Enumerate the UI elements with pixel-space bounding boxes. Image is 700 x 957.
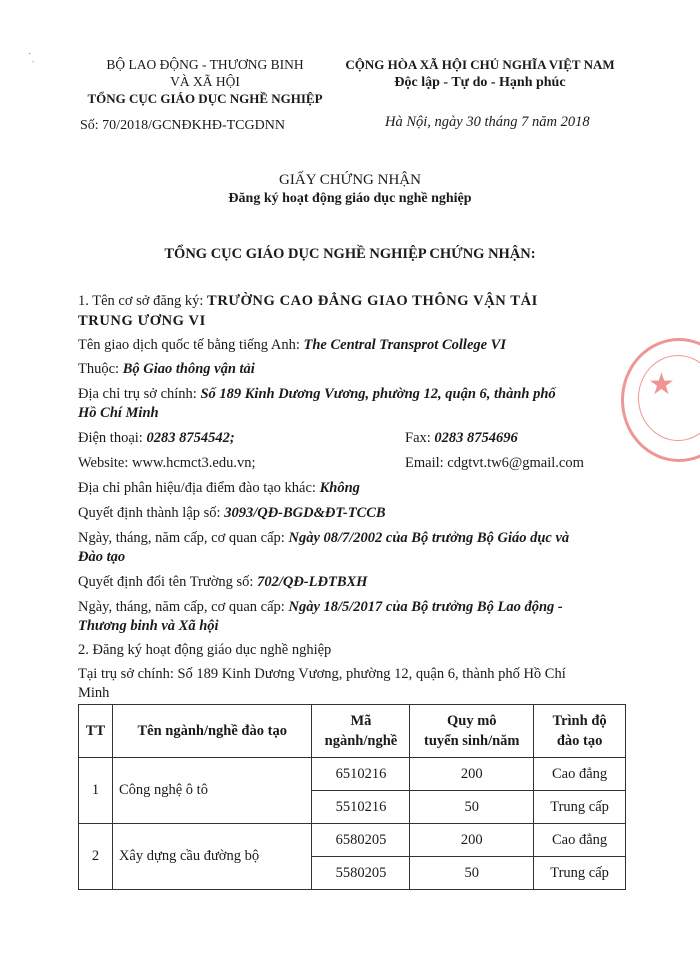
row-code: 6510216 bbox=[312, 758, 410, 791]
date1-value-1: Ngày 08/7/2002 của Bộ trưởng Bộ Giáo dục và bbox=[288, 530, 570, 546]
row-tt: 2 bbox=[79, 824, 113, 890]
establish-value: 3093/QĐ-BGD&ĐT-TCCB bbox=[224, 505, 386, 521]
header-scale bbox=[410, 705, 534, 758]
date1-line bbox=[78, 529, 638, 547]
header-code-line-2: ngành/nghề bbox=[324, 733, 398, 749]
header-right bbox=[330, 56, 630, 91]
header-left bbox=[60, 56, 350, 107]
email-line bbox=[405, 454, 584, 472]
row-level: Cao đẳng bbox=[534, 824, 626, 857]
english-name-value: The Central Transprot College VI bbox=[303, 337, 506, 353]
row-level: Trung cấp bbox=[534, 857, 626, 890]
date2-line bbox=[78, 598, 638, 616]
branch-line bbox=[78, 479, 638, 497]
table-row bbox=[79, 824, 626, 857]
hq-address-value-2: Hồ Chí Minh bbox=[78, 405, 159, 421]
phone-value: 0283 8754542; bbox=[146, 430, 235, 446]
document-number: Số: 70/2018/GCNĐKHĐ-TCGDNN bbox=[80, 118, 285, 133]
location-line-1: Tại trụ sở chính: Số 189 Kinh Dương Vương, phường 12, quận 6, thành phố Hồ Chí bbox=[78, 666, 566, 682]
english-name-label: Tên giao dịch quốc tế bằng tiếng Anh: bbox=[78, 337, 300, 353]
motto: Độc lập - Tự do - Hạnh phúc bbox=[394, 75, 566, 90]
row-level: Trung cấp bbox=[534, 791, 626, 824]
website-value: www.hcmct3.edu.vn; bbox=[132, 455, 256, 471]
row-scale: 200 bbox=[410, 824, 534, 857]
row-code: 5510216 bbox=[312, 791, 410, 824]
hq-address-label: Địa chỉ trụ sở chính: bbox=[78, 386, 197, 402]
rename-label: Quyết định đổi tên Trường số: bbox=[78, 574, 254, 590]
org-name-label: 1. Tên cơ sở đăng ký: bbox=[78, 293, 204, 309]
org-name-value-2: TRUNG ƯƠNG VI bbox=[78, 313, 206, 329]
header-tt: TT bbox=[79, 705, 113, 758]
rename-value: 702/QĐ-LĐTBXH bbox=[257, 574, 368, 590]
location-line-2: Minh bbox=[78, 685, 110, 701]
header-level-line-1: Trình độ bbox=[552, 713, 607, 729]
place-date: Hà Nội, ngày 30 tháng 7 năm 2018 bbox=[385, 114, 590, 130]
ministry-line-2: VÀ XÃ HỘI bbox=[170, 74, 240, 89]
email-label: Email: bbox=[405, 455, 444, 471]
english-name-line bbox=[78, 336, 638, 354]
establish-label: Quyết định thành lập số: bbox=[78, 505, 221, 521]
header-level bbox=[534, 705, 626, 758]
date2-label: Ngày, tháng, năm cấp, cơ quan cấp: bbox=[78, 599, 285, 615]
org-name-line bbox=[78, 292, 638, 310]
rename-line bbox=[78, 573, 638, 591]
phone-line bbox=[78, 429, 638, 447]
header-level-line-2: đào tạo bbox=[556, 733, 603, 749]
row-scale: 50 bbox=[410, 791, 534, 824]
website-label: Website: bbox=[78, 455, 129, 471]
header-code-line-1: Mã bbox=[350, 713, 372, 729]
row-name: Công nghệ ô tô bbox=[112, 758, 312, 824]
ministry-line-1: BỘ LAO ĐỘNG - THƯƠNG BINH bbox=[106, 57, 304, 72]
belongs-line bbox=[78, 360, 638, 378]
row-tt: 1 bbox=[79, 758, 113, 824]
hq-address-value-1: Số 189 Kinh Dương Vương, phường 12, quận 6, thành phố bbox=[200, 386, 556, 402]
fax-label: Fax: bbox=[405, 430, 431, 446]
row-level: Cao đẳng bbox=[534, 758, 626, 791]
belongs-value: Bộ Giao thông vận tải bbox=[122, 361, 255, 377]
date1-value-2: Đào tạo bbox=[78, 549, 126, 565]
fax-value: 0283 8754696 bbox=[434, 430, 518, 446]
date1-label: Ngày, tháng, năm cấp, cơ quan cấp: bbox=[78, 530, 285, 546]
country-name: CỘNG HÒA XÃ HỘI CHỦ NGHĨA VIỆT NAM bbox=[345, 57, 615, 72]
row-scale: 200 bbox=[410, 758, 534, 791]
phone-label: Điện thoại: bbox=[78, 430, 143, 446]
document-subtitle: Đăng ký hoạt động giáo dục nghề nghiệp bbox=[228, 191, 472, 206]
seal-star-icon: ★ bbox=[648, 368, 675, 401]
document-title: GIẤY CHỨNG NHẬN bbox=[279, 172, 421, 188]
header-scale-line-2: tuyển sinh/năm bbox=[424, 733, 520, 749]
row-code: 5580205 bbox=[312, 857, 410, 890]
branch-value: Không bbox=[319, 480, 360, 496]
table-header-row bbox=[79, 705, 626, 758]
header-code bbox=[312, 705, 410, 758]
section-2-heading: 2. Đăng ký hoạt động giáo dục nghề nghiệp bbox=[78, 642, 332, 658]
date2-value-1: Ngày 18/5/2017 của Bộ trưởng Bộ Lao động - bbox=[288, 599, 563, 615]
certify-heading: TỔNG CỤC GIÁO DỤC NGHỀ NGHIỆP CHỨNG NHẬN: bbox=[164, 246, 536, 262]
branch-label: Địa chỉ phân hiệu/địa điểm đào tạo khác: bbox=[78, 480, 316, 496]
date2-value-2: Thương binh và Xã hội bbox=[78, 618, 219, 634]
header-scale-line-1: Quy mô bbox=[447, 713, 497, 729]
agency-name: TỔNG CỤC GIÁO DỤC NGHỀ NGHIỆP bbox=[87, 91, 323, 106]
row-code: 6580205 bbox=[312, 824, 410, 857]
table-row bbox=[79, 758, 626, 791]
hq-address-line bbox=[78, 385, 638, 403]
org-name-value-1: TRƯỜNG CAO ĐẲNG GIAO THÔNG VẬN TẢI bbox=[207, 293, 538, 309]
email-value: cdgtvt.tw6@gmail.com bbox=[447, 455, 584, 471]
fax-line bbox=[405, 429, 518, 447]
scan-mark-icon: ˙ˌ bbox=[28, 52, 35, 63]
establish-line bbox=[78, 504, 638, 522]
row-scale: 50 bbox=[410, 857, 534, 890]
header-name: Tên ngành/nghề đào tạo bbox=[112, 705, 312, 758]
row-name: Xây dựng cầu đường bộ bbox=[112, 824, 312, 890]
belongs-label: Thuộc: bbox=[78, 361, 120, 377]
training-table bbox=[78, 704, 626, 890]
